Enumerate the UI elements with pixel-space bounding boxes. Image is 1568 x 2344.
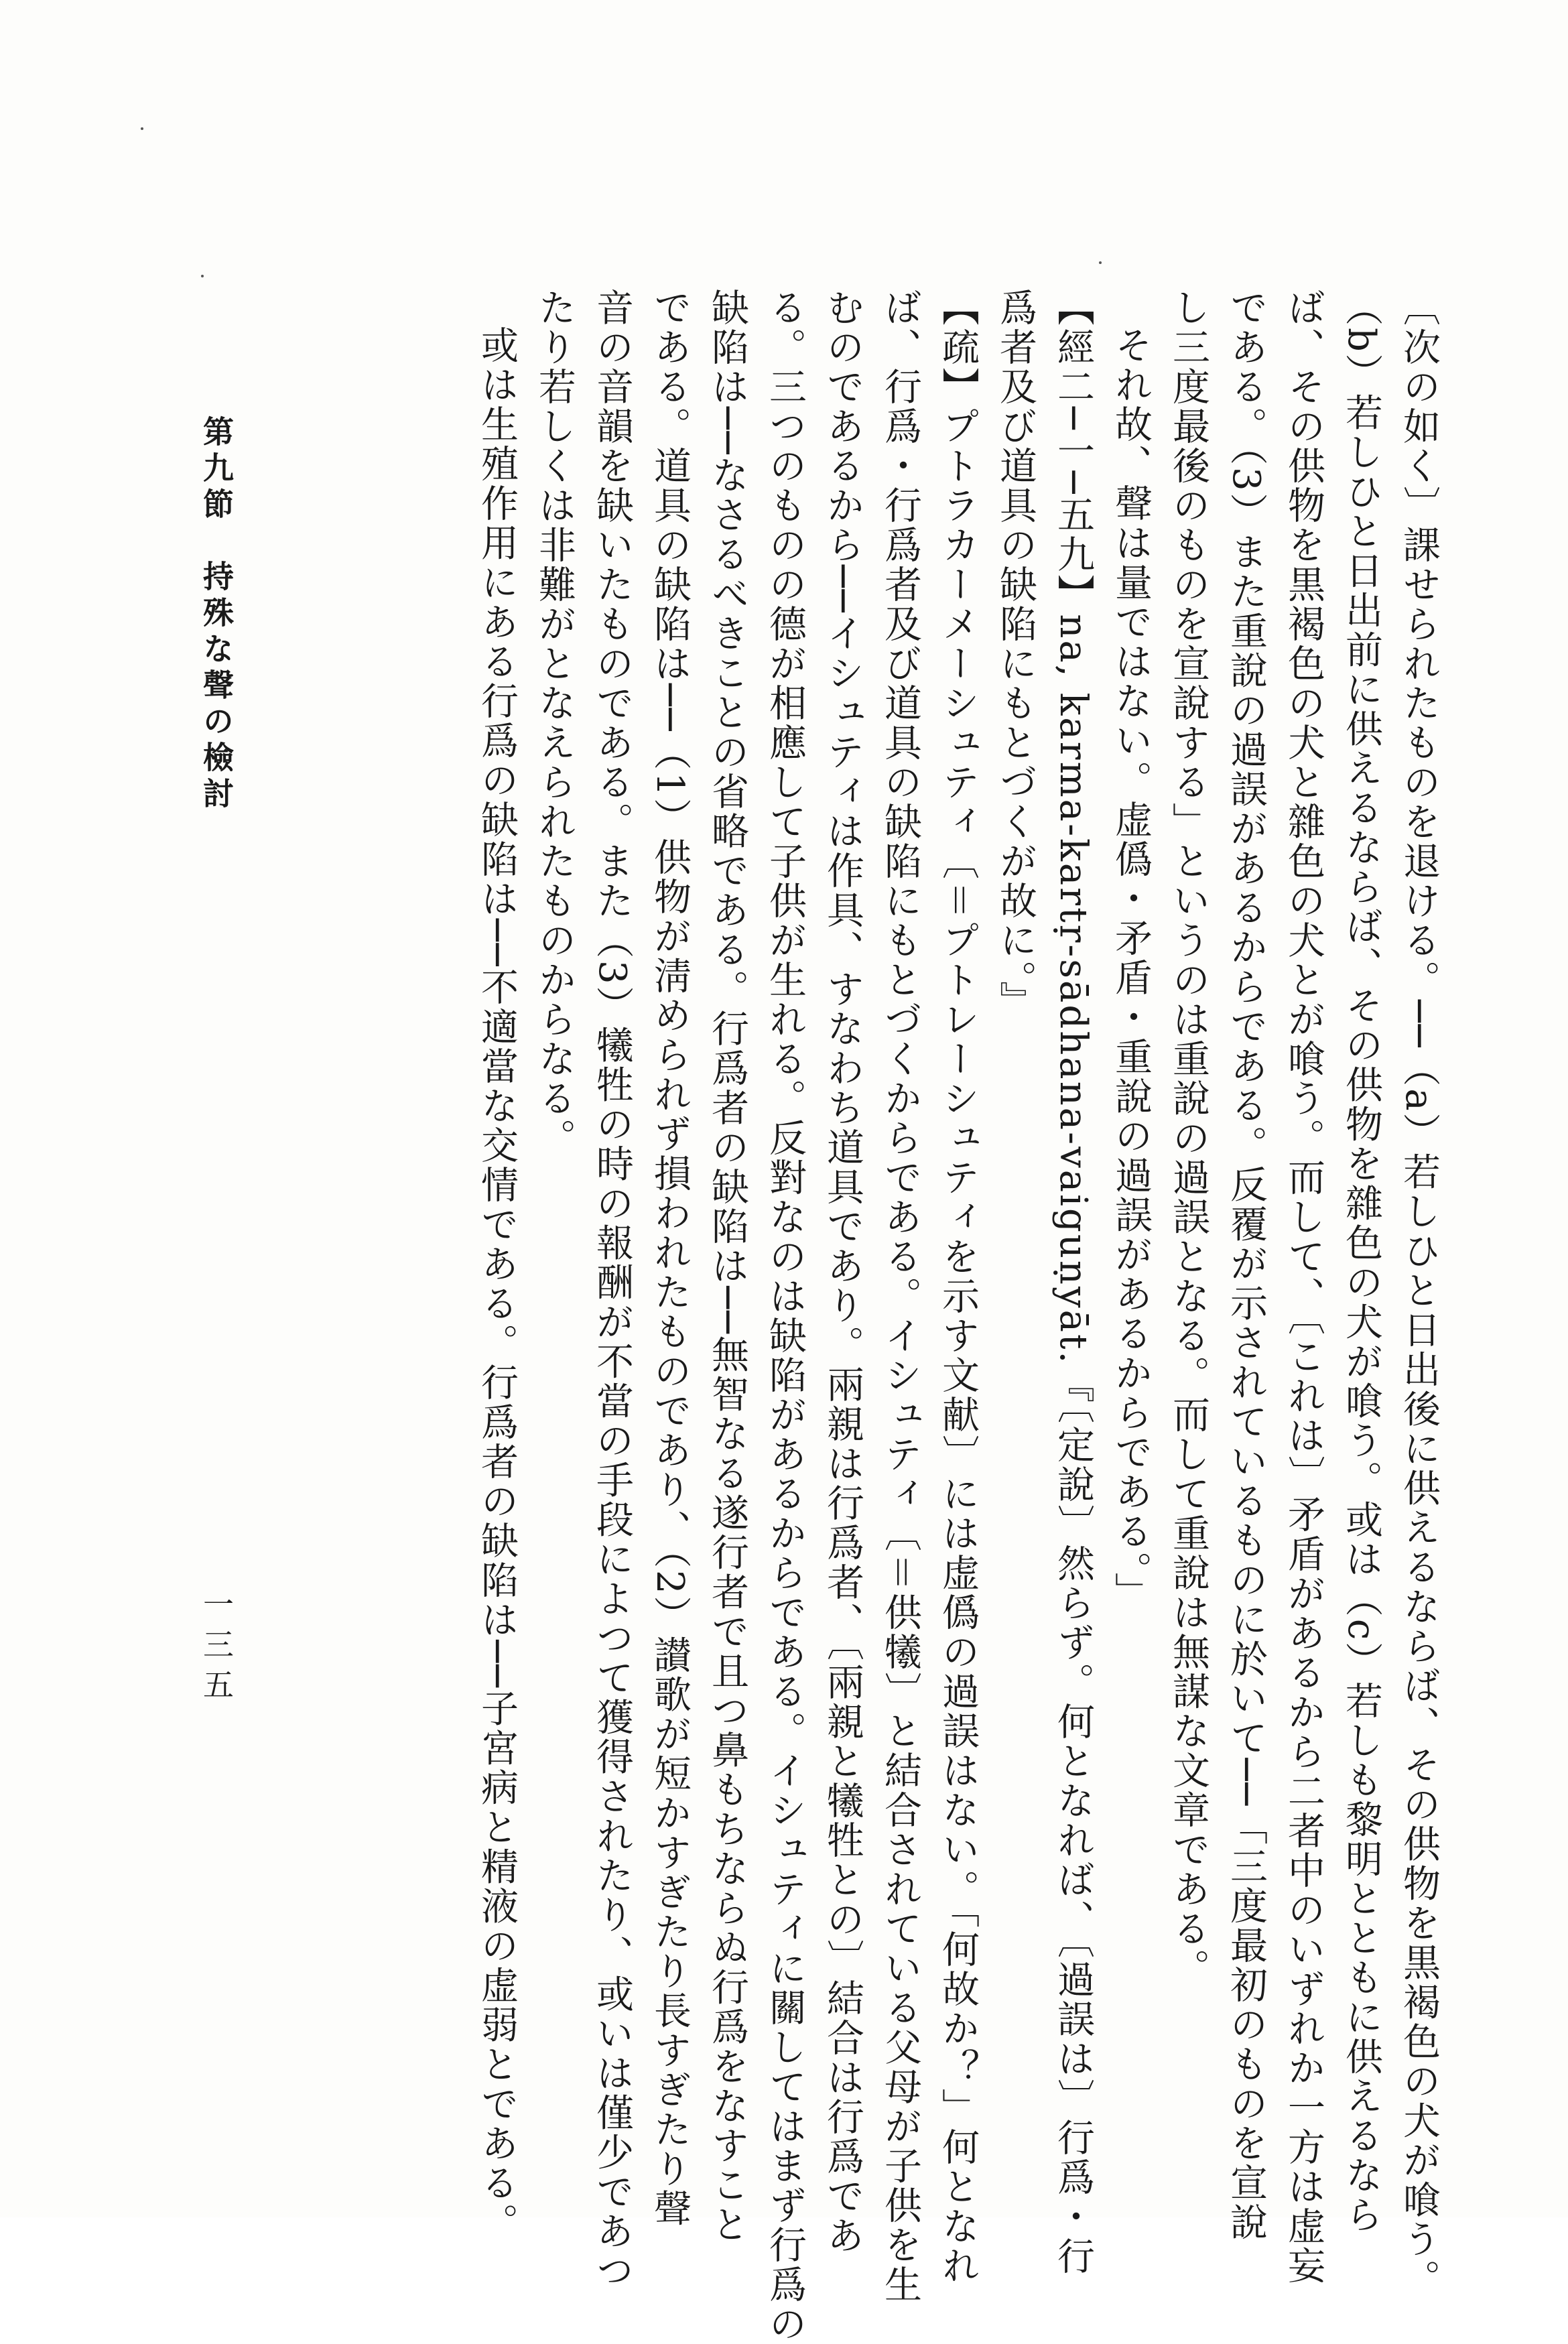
scan-speck [141, 127, 143, 130]
text-column-3: ば、その供物を黒褐色の犬と雜色の犬とが喰う。而して、〔これは〕矛盾があるから二者中のいずれか一方は虚妄 [1282, 288, 1325, 2286]
text-column-13: 缺陷は──なさるべきことの省略である。行爲者の缺陷は──無智なる遂行者で且つ鼻もちならぬ行爲をなすこと [706, 288, 749, 2245]
scan-speck [201, 275, 204, 277]
body-text [308, 288, 1447, 2344]
text-column-1: 〔次の如く〕課せられたものを退ける。──（a）若しひと日出後に供えるならば、その供物を黒褐色の犬が喰う。 [1397, 288, 1441, 2299]
text-column-9: 【疏】プトラカーメーシュティ〔＝プトレーシュティを示す文献〕には虚僞の過誤はない。「何故か？」何となれ [936, 288, 980, 2286]
text-column-2: （b）若しひと日出前に供えるならば、その供物を雜色の犬が喰う。或は（c）若しも黎明とともに供えるなら [1340, 288, 1383, 2235]
text-column-8: 爲者及び道具の缺陷にもとづくが故に。』 [994, 288, 1037, 1021]
text-column-10: ば、行爲・行爲者及び道具の缺陷にもとづくからである。イシュティ〔＝供犧〕と結合されている父母が子供を生 [878, 288, 922, 2304]
text-column-5: し三度最後のものを宣說する」というのは重說の過誤となる。而して重說は無謀な文章である。 [1167, 288, 1210, 1988]
page-number: 一三五 [198, 1588, 235, 1709]
text-column-16: たり若しくは非難がとなえられたものからなる。 [533, 288, 576, 1158]
scan-speck [1099, 261, 1102, 264]
text-column-15: 音の音韻を缺いたものである。また（3）犧牲の時の報酬が不當の手段によつて獲得されたり、或いは僅少であつ [590, 288, 634, 2291]
text-column-17: 或は生殖作用にある行爲の缺陷は──不適當な交情である。行爲者の缺陷は──子宮病と精液の虚弱とである。 [475, 326, 519, 2243]
text-column-14: である。道具の缺陷は──（1）供物が淸められず損われたものであり、（2）讃歌が短かすぎたり長すぎたり聲 [648, 288, 692, 2229]
text-column-11: むのであるから──イシュティは作具、すなわち道具であり。兩親は行爲者、〔兩親と犧牲との〕結合は行爲であ [821, 288, 864, 2256]
text-column-12: る。三つのものの德が相應して子供が生れる。反對なのは缺陷があるからである。イシュティに關してはまず行爲の [763, 288, 807, 2344]
running-header: 第九節 持殊な聲の檢討 [198, 415, 235, 813]
text-column-4: である。（3）また重說の過誤があるからである。反覆が示されているものに於いて──「三度最初のものを宣說 [1224, 288, 1268, 2243]
text-column-7: 【經二─一─五九】na, karma-kartṛ-sādhana-vaiguṇyāt.『〔定說〕然らず。何となれば、〔過誤は〕行爲・行 [1051, 288, 1095, 2277]
text-column-6: それ故、聲は量ではない。虚僞・矛盾・重說の過誤があるからである。」 [1109, 326, 1153, 1612]
